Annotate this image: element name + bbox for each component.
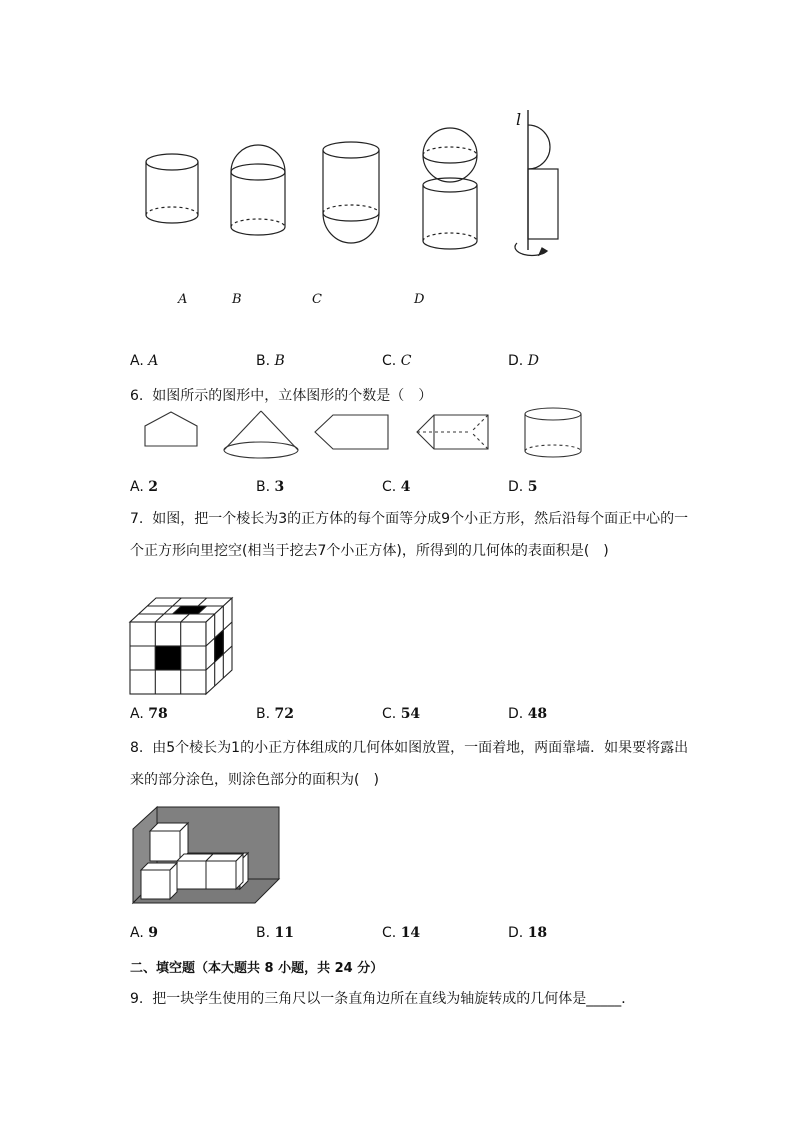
q7-stem-line2: 个正方形向里挖空(相当于挖去7个小正方体)，所得到的几何体的表面积是( ) — [130, 543, 609, 559]
q5-figure-d-sphere-cylinder — [423, 128, 477, 249]
q7-hollow-cube-figure — [130, 598, 240, 698]
q6-stem: 6. 如图所示的图形中，立体图形的个数是（ ） — [130, 388, 433, 404]
q6-option-d[interactable]: D. 5 — [508, 479, 538, 495]
q6-option-a[interactable]: A. 2 — [130, 479, 158, 495]
q5-rotation-figure — [515, 110, 558, 255]
q5-figures — [125, 105, 575, 270]
q5-caption-b: B — [232, 292, 242, 307]
section-title-fill-in: 二、填空题（本大题共 8 小题，共 24 分） — [130, 961, 384, 976]
q7-option-b[interactable]: B. 72 — [256, 706, 294, 722]
q9-stem: 9. 把一块学生使用的三角尺以一条直角边所在直线为轴旋转成的几何体是_____． — [130, 991, 636, 1007]
q7-option-c[interactable]: C. 54 — [382, 706, 421, 722]
q5-caption-a: A — [178, 292, 188, 307]
q5-figure-b-hemisphere-cylinder — [231, 145, 285, 235]
q6-cone — [224, 411, 298, 458]
q6-option-c[interactable]: C. 4 — [382, 479, 411, 495]
q8-cubes-against-walls-figure — [133, 805, 283, 905]
q5-figure-c-cylinder-hemisphere — [323, 142, 379, 243]
q5-option-b[interactable]: B. B — [256, 353, 285, 369]
q6-arrow-shape — [315, 415, 388, 449]
q5-option-a[interactable]: A. A — [130, 353, 159, 369]
q8-option-a[interactable]: A. 9 — [130, 925, 158, 941]
q6-pentagon — [145, 412, 197, 446]
q6-cylinder — [525, 408, 581, 457]
q8-option-d[interactable]: D. 18 — [508, 925, 548, 941]
q6-prism — [417, 415, 488, 449]
q8-stem-line1: 8. 由5个棱长为1的小正方体组成的几何体如图放置，一面着地，两面靠墙．如果要将露出 — [130, 740, 689, 756]
q5-caption-c: C — [312, 292, 322, 307]
q7-option-d[interactable]: D. 48 — [508, 706, 548, 722]
q7-stem-line1: 7. 如图，把一个棱长为3的正方体的每个面等分成9个小正方形，然后沿每个面正中心的一 — [130, 511, 689, 527]
q6-option-b[interactable]: B. 3 — [256, 479, 285, 495]
q5-axis-label: l — [516, 110, 522, 129]
q7-option-a[interactable]: A. 78 — [130, 706, 168, 722]
q8-option-b[interactable]: B. 11 — [256, 925, 294, 941]
q5-option-d[interactable]: D. D — [508, 353, 539, 369]
q8-option-c[interactable]: C. 14 — [382, 925, 421, 941]
q9-answer-blank[interactable]: _____ — [586, 991, 622, 1007]
q5-option-c[interactable]: C. C — [382, 353, 412, 369]
q5-figure-a-cylinder — [146, 154, 198, 223]
q5-caption-d: D — [414, 292, 425, 307]
q6-figures — [140, 408, 590, 463]
q8-stem-line2: 来的部分涂色，则涂色部分的面积为( ) — [130, 772, 379, 788]
